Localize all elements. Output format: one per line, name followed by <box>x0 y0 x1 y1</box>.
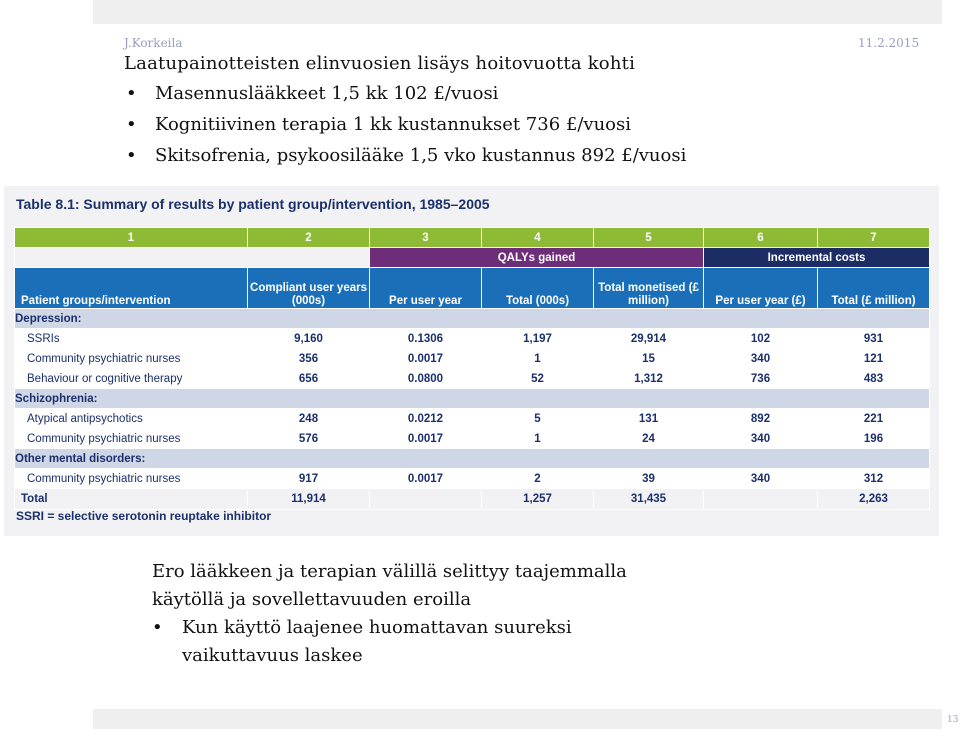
total-cell: 31,435 <box>594 489 704 510</box>
table-cell: 102 <box>704 329 818 349</box>
bullet-dot-icon: • <box>126 114 137 135</box>
table-footnote: SSRI = selective serotonin reuptake inhibitor <box>16 509 272 523</box>
table-cell: 121 <box>818 349 930 369</box>
table-cell: 931 <box>818 329 930 349</box>
table-row <box>15 329 930 349</box>
table-cell: 15 <box>594 349 704 369</box>
table-row <box>15 469 930 489</box>
table-cell: 24 <box>594 429 704 449</box>
footer-bar <box>93 709 942 729</box>
table-caption: Table 8.1: Summary of results by patient group/intervention, 1985–2005 <box>16 196 490 212</box>
column-header: Per user year (£) <box>704 268 818 309</box>
bullet-dot-icon: • <box>126 83 137 104</box>
bullet-dot-icon: • <box>152 617 163 638</box>
column-header-row <box>15 268 930 309</box>
bullet-text: Kognitiivinen terapia 1 kk kustannukset 736 £/vuosi <box>155 114 631 135</box>
table-cell: 312 <box>818 469 930 489</box>
column-number: 1 <box>15 228 248 248</box>
table-cell: 221 <box>818 409 930 429</box>
qalys-group-header: QALYs gained <box>370 248 704 268</box>
column-number: 6 <box>704 228 818 248</box>
total-cell <box>370 489 482 510</box>
total-cell: 1,257 <box>482 489 594 510</box>
column-number: 4 <box>482 228 594 248</box>
table-cell: 131 <box>594 409 704 429</box>
table-cell: 0.0800 <box>370 369 482 389</box>
header-bar <box>93 0 942 24</box>
column-number-row <box>15 228 930 248</box>
conclusion-paragraph: Ero lääkkeen ja terapian välillä selittyy taajemmalla käytöllä ja sovellettavuuden eroilla <box>152 561 627 610</box>
table-cell: 483 <box>818 369 930 389</box>
column-number: 5 <box>594 228 704 248</box>
table-cell: 576 <box>248 429 370 449</box>
column-number: 7 <box>818 228 930 248</box>
bullet-text: Masennuslääkkeet 1,5 kk 102 £/vuosi <box>155 83 499 104</box>
total-cell <box>704 489 818 510</box>
table-cell: 196 <box>818 429 930 449</box>
summary-table-figure <box>4 186 939 536</box>
row-label: SSRIs <box>15 329 248 349</box>
total-label: Total <box>15 489 248 510</box>
summary-table <box>14 227 930 510</box>
table-row <box>15 369 930 389</box>
table-cell: 356 <box>248 349 370 369</box>
row-label: Community psychiatric nurses <box>15 469 248 489</box>
table-row <box>15 409 930 429</box>
bullet-item <box>124 109 686 140</box>
table-cell: 1,197 <box>482 329 594 349</box>
column-header: Total (000s) <box>482 268 594 309</box>
bullet-list <box>124 78 686 171</box>
table-cell: 656 <box>248 369 370 389</box>
table-cell: 9,160 <box>248 329 370 349</box>
section-row <box>15 309 930 329</box>
row-label: Community psychiatric nurses <box>15 349 248 369</box>
table-cell: 1 <box>482 349 594 369</box>
table-cell: 29,914 <box>594 329 704 349</box>
bullet-dot-icon: • <box>126 145 137 166</box>
column-header: Total (£ million) <box>818 268 930 309</box>
page-number: 13 <box>947 715 959 725</box>
section-row <box>15 389 930 409</box>
author-label: J.Korkeila <box>124 36 183 50</box>
row-label: Community psychiatric nurses <box>15 429 248 449</box>
table-cell: 5 <box>482 409 594 429</box>
row-label: Atypical antipsychotics <box>15 409 248 429</box>
costs-group-header: Incremental costs <box>704 248 930 268</box>
table-row <box>15 349 930 369</box>
table-cell: 1,312 <box>594 369 704 389</box>
table-cell: 0.0017 <box>370 429 482 449</box>
row-label: Behaviour or cognitive therapy <box>15 369 248 389</box>
column-header: Compliant user years (000s) <box>248 268 370 309</box>
table-cell: 2 <box>482 469 594 489</box>
group-header-row <box>15 248 930 268</box>
column-header: Total monetised (£ million) <box>594 268 704 309</box>
section-label: Schizophrenia: <box>15 389 930 409</box>
conclusion-bullet <box>152 614 672 670</box>
table-cell: 248 <box>248 409 370 429</box>
column-header: Per user year <box>370 268 482 309</box>
total-cell: 11,914 <box>248 489 370 510</box>
section-label: Depression: <box>15 309 930 329</box>
section-row <box>15 449 930 469</box>
section-label: Other mental disorders: <box>15 449 930 469</box>
table-cell: 1 <box>482 429 594 449</box>
total-row <box>15 489 930 510</box>
table-cell: 0.0212 <box>370 409 482 429</box>
date-label: 11.2.2015 <box>858 36 920 50</box>
bullet-item <box>124 140 686 171</box>
blank-cell <box>15 248 370 268</box>
table-cell: 0.0017 <box>370 349 482 369</box>
bullet-text: Skitsofrenia, psykoosilääke 1,5 vko kustannus 892 £/vuosi <box>155 145 687 166</box>
column-header: Patient groups/intervention <box>15 268 248 309</box>
table-cell: 340 <box>704 469 818 489</box>
table-cell: 0.0017 <box>370 469 482 489</box>
table-cell: 52 <box>482 369 594 389</box>
slide-title: Laatupainotteisten elinvuosien lisäys hoitovuotta kohti <box>124 53 636 74</box>
table-cell: 736 <box>704 369 818 389</box>
table-cell: 917 <box>248 469 370 489</box>
table-cell: 0.1306 <box>370 329 482 349</box>
conclusion-text <box>152 558 672 670</box>
bullet-item <box>124 78 686 109</box>
table-cell: 892 <box>704 409 818 429</box>
table-cell: 340 <box>704 429 818 449</box>
table-cell: 340 <box>704 349 818 369</box>
column-number: 2 <box>248 228 370 248</box>
total-cell: 2,263 <box>818 489 930 510</box>
table-row <box>15 429 930 449</box>
column-number: 3 <box>370 228 482 248</box>
table-cell: 39 <box>594 469 704 489</box>
conclusion-bullet-text: Kun käyttö laajenee huomattavan suureksi vaikuttavuus laskee <box>182 617 572 666</box>
